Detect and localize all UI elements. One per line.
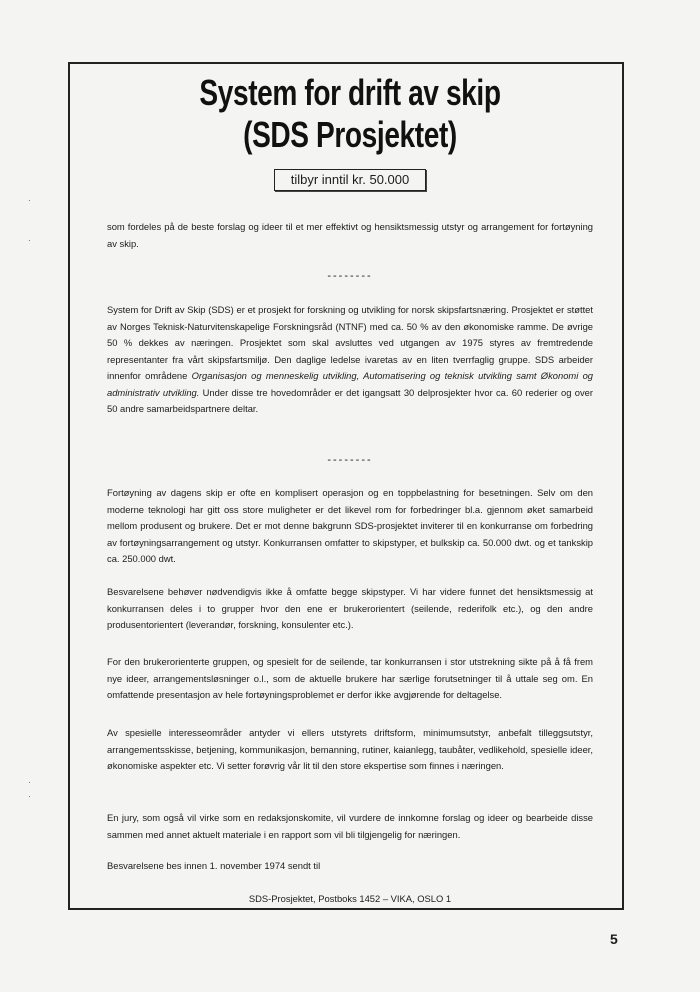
- margin-mark: ·: [28, 196, 31, 205]
- margin-mark: ·: [28, 792, 31, 801]
- project-text-part1: System for Drift av Skip (SDS) er et prosjekt for forskning og utvikling for norsk skipsfartsnæring. Prosjektet er støttet av Norges Teknisk-Naturvitenskapelige Forskningsråd (NTNF) med ca. 50 % av den økonomiske ramme. De øvrige 50 % dekkes av næringen. Prosjektet som skal avsluttes ved utgangen av 1975 styres av fremtredende representanter fra vårt skipsfartsmiljø. Den daglige ledelse ivaretas av en liten tverrfaglig gruppe. SDS arbeider innenfor områdene: [107, 304, 593, 381]
- project-paragraph: [107, 302, 593, 418]
- deadline-line: Besvarelsene bes innen 1. november 1974 sendt til: [107, 860, 321, 871]
- separator-2: --------: [327, 454, 373, 466]
- groups-paragraph: Besvarelsene behøver nødvendigvis ikke å omfatte begge skipstyper. Vi har videre funnet det hensiktsmessig at konkurransen deles i to grupper hvor den ene er brukerorientert (seilende, rederifolk etc.), og den andre produsentorientert (leverandør, forskning, konsulenter etc.).: [107, 586, 593, 630]
- mooring-paragraph: Fortøyning av dagens skip er ofte en komplisert operasjon og en toppbelastning for besetningen. Selv om den moderne teknologi har gitt oss store muligheter er det likevel rom for forbedringer bl.a. gjennom øket samarbeid mellom produsent og brukere. Det er mot denne bakgrunn SDS-prosjektet inviterer til en konkurranse om forbedring av fortøyningsarrangement og utstyr. Konkurransen omfatter to skipstyper, et bulkskip ca. 50.000 dwt. og et tankskip ca. 250.000 dwt.: [107, 487, 593, 564]
- jury-paragraph: En jury, som også vil virke som en redaksjonskomite, vil vurdere de innkomne forslag og ideer og bearbeide disse sammen med annet aktuelt materiale i en rapport som vil bli tilgjengelig for næringen.: [107, 812, 593, 840]
- margin-mark: ·: [28, 236, 31, 245]
- margin-mark: ·: [28, 778, 31, 787]
- page-number: 5: [610, 931, 618, 947]
- project-text-part2: Under disse tre hovedområder er det igangsatt 30 delprosjekter hvor ca. 60 rederier og over 50 andre samarbeidspartnere deltar.: [107, 386, 593, 414]
- user-group-paragraph: For den brukerorienterte gruppen, og spesielt for de seilende, tar konkurransen i stor utstrekning sikte på å få frem nye ideer, arrangementsløsninger o.l., som de aktuelle brukere har særlige forutsetninger til å uttale seg om. En omfattende presentasjon av hele fortøyningsproblemet er derfor ikke avgjørende for deltagelse.: [107, 656, 593, 700]
- separator-1: --------: [327, 270, 373, 282]
- interest-areas-paragraph: Av spesielle interesseområder antyder vi ellers utstyrets driftsform, minimumsutstyr, anbefalt tilleggsutstyr, arrangementsskisse, betjening, kommunikasjon, bemanning, rutiner, kaianlegg, taubåter, vedlikehold, spesielle ideer, økonomiske aspekter etc. Vi setter forøvrig vår lit til den store ekspertise som finnes i næringen.: [107, 727, 593, 771]
- project-areas-italic: Organisasjon og menneskelig utvikling, Automatisering og teknisk utvikling samt Økonomi og administrativ utvikling.: [107, 370, 593, 398]
- title-line-1: System for drift av skip: [199, 72, 501, 113]
- address-line: SDS-Prosjektet, Postboks 1452 – VIKA, OSLO 1: [248, 893, 452, 904]
- intro-paragraph: som fordeles på de beste forslag og ideer til et mer effektivt og hensiktsmessig utstyr og arrangement for fortøyning av skip.: [107, 221, 593, 249]
- title-line-2: (SDS Prosjektet): [243, 114, 457, 155]
- offer-box: tilbyr inntil kr. 50.000: [274, 169, 426, 191]
- page-title: [77, 72, 623, 156]
